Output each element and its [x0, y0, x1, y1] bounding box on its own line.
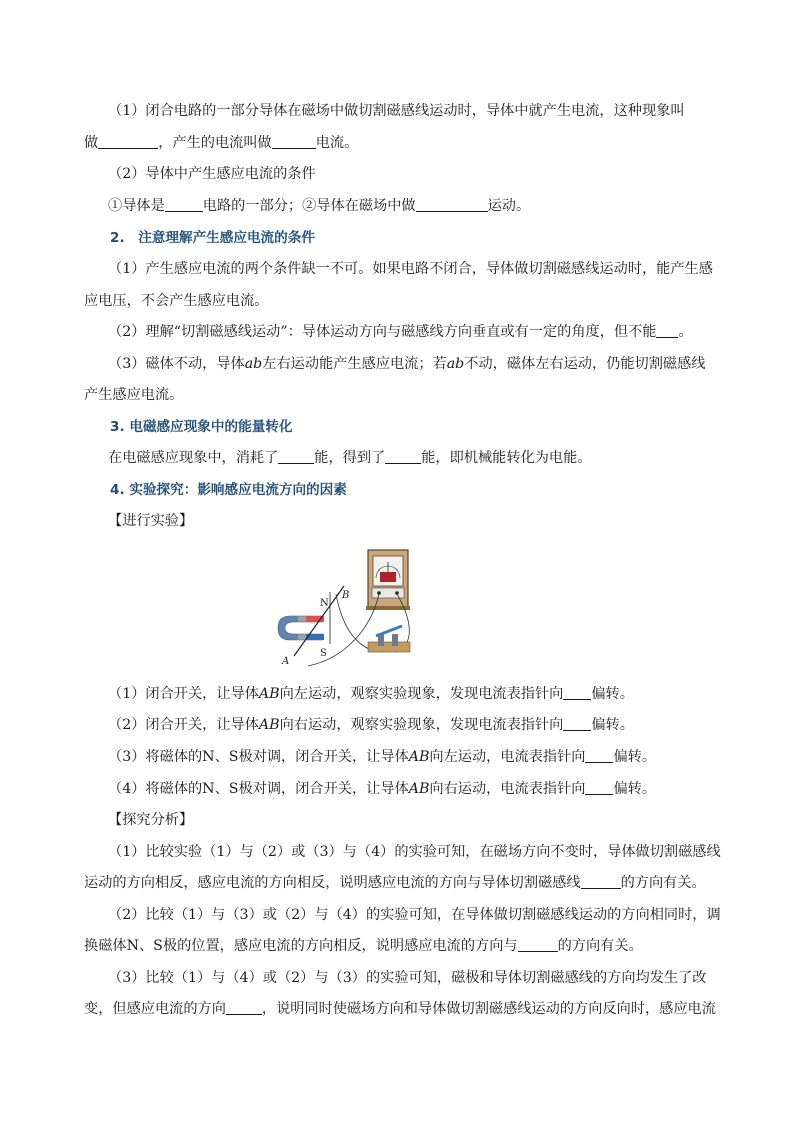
fill-blank[interactable]: [272, 134, 316, 149]
paragraph-line: 产生感应电流。: [84, 387, 184, 403]
section-heading: 2. 注意理解产生感应电流的条件: [110, 230, 315, 246]
paragraph-line: 【进行实验】: [108, 513, 194, 529]
paragraph-line: （1）闭合电路的一部分导体在磁场中做切割磁感线运动时，导体中就产生电流，这种现象叫: [108, 103, 685, 119]
fill-blank[interactable]: [656, 323, 678, 338]
fill-blank[interactable]: [585, 748, 613, 763]
paragraph-line: 运动的方向相反，感应电流的方向相反，说明感应电流的方向与导体切割磁感线 的方向有关。: [84, 875, 706, 891]
paragraph-line: 应电压，不会产生感应电流。: [84, 293, 269, 309]
horseshoe-magnet-icon: [278, 616, 324, 640]
paragraph-line: （2）导体中产生感应电流的条件: [108, 166, 316, 182]
paragraph-line: ①导体是 电路的一部分；②导体在磁场中做 运动。: [108, 198, 531, 214]
paragraph-line: 在电磁感应现象中，消耗了 能，得到了 能，即机械能转化为电能。: [108, 450, 592, 466]
fill-blank[interactable]: [226, 1000, 262, 1015]
fill-blank[interactable]: [416, 197, 488, 212]
paragraph-line: 换磁体N、S极的位置，感应电流的方向相反，说明感应电流的方向与 的方向有关。: [84, 938, 643, 954]
label-s: S: [320, 648, 327, 659]
paragraph-line: （3）磁体不动，导体ab左右运动能产生感应电流；若ab不动，磁体左右运动，仍能切割磁感线: [108, 356, 706, 372]
paragraph-line: （4）将磁体的N、S极对调，闭合开关，让导体AB向右运动，电流表指针向 偏转。: [108, 781, 657, 797]
paragraph-line: （3）将磁体的N、S极对调，闭合开关，让导体AB向左运动，电流表指针向 偏转。: [108, 749, 657, 765]
fill-blank[interactable]: [278, 449, 314, 464]
paragraph-line: （1）比较实验（1）与（2）或（3）与（4）的实验可知，在磁场方向不变时，导体做切割磁感线: [108, 844, 721, 860]
fill-blank[interactable]: [563, 685, 591, 700]
label-b: B: [342, 590, 350, 601]
experiment-figure: [276, 548, 436, 670]
paragraph-line: 做 ，产生的电流叫做 电流。: [84, 135, 359, 151]
label-n: N: [320, 598, 329, 609]
fill-blank[interactable]: [165, 197, 203, 212]
fill-blank[interactable]: [563, 716, 591, 731]
section-heading: 3. 电磁感应现象中的能量转化: [110, 419, 293, 435]
paragraph-line: （2）闭合开关，让导体AB向右运动，观察实验现象，发现电流表指针向 偏转。: [108, 717, 634, 733]
fill-blank[interactable]: [98, 134, 158, 149]
section-heading: 4. 实验探究：影响感应电流方向的因素: [110, 482, 347, 498]
paragraph-line: （3）比较（1）与（4）或（2）与（3）的实验可知，磁极和导体切割磁感线的方向均发生了改: [108, 970, 707, 986]
paragraph-line: 变，但感应电流的方向 ，说明同时使磁场方向和导体做切割磁感线运动的方向反向时，感应电流: [84, 1001, 716, 1017]
fill-blank[interactable]: [385, 449, 421, 464]
paragraph-line: （2）理解“切割磁感线运动”：导体运动方向与磁感线方向垂直或有一定的角度，但不能 。: [108, 324, 693, 340]
paragraph-line: 【探究分析】: [108, 812, 194, 828]
fill-blank[interactable]: [585, 780, 613, 795]
switch-icon: [368, 626, 410, 652]
fill-blank[interactable]: [581, 874, 621, 889]
paragraph-line: （1）产生感应电流的两个条件缺一不可。如果电路不闭合，导体做切割磁感线运动时，能产生感: [108, 261, 713, 277]
galvanometer-icon: [366, 550, 410, 610]
label-a: A: [282, 656, 290, 667]
fill-blank[interactable]: [518, 937, 558, 952]
paragraph-line: （2）比较（1）与（3）或（2）与（4）的实验可知，在导体做切割磁感线运动的方向相同时，调: [108, 907, 721, 923]
paragraph-line: （1）闭合开关，让导体AB向左运动，观察实验现象，发现电流表指针向 偏转。: [108, 686, 634, 702]
